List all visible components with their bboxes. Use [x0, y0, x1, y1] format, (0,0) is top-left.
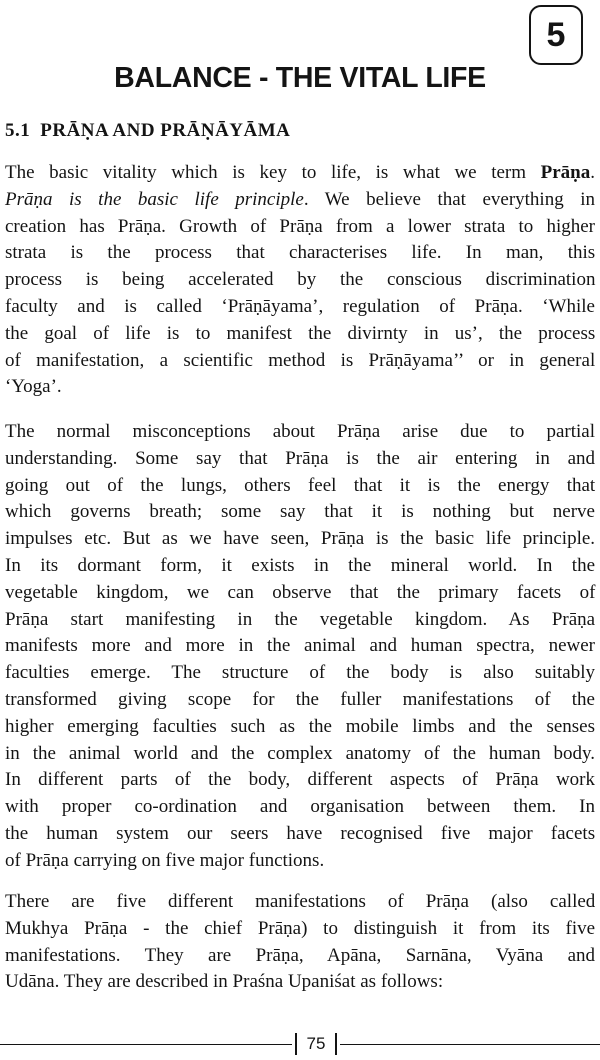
footer-rule-right	[340, 1044, 600, 1045]
paragraph-line: process is being accelerated by the conscious discrimination	[5, 269, 596, 291]
paragraph-line: which governs breath; some say that it is nothing but nerve	[5, 501, 595, 523]
paragraph-line: of manifestation, a scientific method is Prāṇāyama’’ or in general	[5, 349, 596, 371]
paragraph-line: impulses etc. But as we have seen, Prāṇa is the basic life principle.	[5, 528, 596, 550]
page-number: 75	[306, 1034, 326, 1053]
prana-term: Prāṇa	[540, 162, 591, 183]
paragraph-line: faculty and is called ‘Prāṇāyama’, regulation of Prāṇa. ‘While	[5, 295, 595, 317]
paragraph-line: the goal of life is to manifest the divirnty in us’, the process	[5, 322, 596, 344]
paragraph-2	[5, 419, 595, 875]
paragraph-line: ‘Yoga’.	[5, 376, 62, 398]
paragraph-line: manifests more and more in the animal and human spectra, newer	[5, 635, 595, 657]
paragraph-line: in the animal world and the complex anatomy of the human body.	[5, 742, 596, 764]
paragraph-1	[5, 160, 595, 401]
chapter-number-box	[529, 5, 583, 65]
chapter-number: 5	[546, 15, 566, 54]
paragraph-line: understanding. Some say that Prāṇa is the air entering in and	[5, 447, 595, 469]
paragraph-line: Udāna. They are described in Praśna Upaniśat as follows:	[5, 971, 444, 993]
paragraph-3	[5, 889, 595, 996]
paragraph-line: Prāṇa start manifesting in the vegetable kingdom. As Prāṇa	[5, 608, 596, 630]
paragraph-line: In its dormant form, it exists in the mineral world. In the	[5, 554, 596, 576]
paragraph-line: with proper co-ordination and organisation between them. In	[5, 796, 595, 818]
paragraph-line: creation has Prāṇa. Growth of Prāṇa from a lower strata to higher	[5, 215, 595, 237]
paragraph-line: the human system our seers have recognised five major facets	[5, 822, 596, 844]
paragraph-line: manifestations. They are Prāṇa, Apāna, Sarnāna, Vyāna and	[5, 944, 595, 966]
section-heading	[5, 120, 290, 142]
paragraph-line: vegetable kingdom, we can observe that the primary facets of	[5, 581, 596, 603]
paragraph-line: faculties emerge. The structure of the body is also suitably	[5, 662, 595, 684]
footer-rule-left	[0, 1044, 292, 1045]
paragraph-line: There are five different manifestations of Prāṇa (also called	[5, 891, 596, 912]
paragraph-line: strata is the process that characterises life. In man, this	[5, 242, 596, 264]
paragraph-line: higher emerging faculties such as the mobile limbs and the senses	[5, 715, 595, 737]
paragraph-line: transformed giving scope for the fuller manifestations of the	[5, 688, 595, 710]
paragraph-line: In different parts of the body, different aspects of Prāṇa work	[5, 769, 595, 791]
paragraph-line: Prāṇa is the basic life principle. We believe that everything in	[5, 188, 595, 210]
section-title: PRĀṆA AND PRĀṆĀYĀMA	[40, 120, 291, 141]
section-number: 5.1	[5, 120, 31, 141]
emphasis-text: Prāṇa is the basic life principle	[5, 188, 304, 210]
paragraph-line: of Prāṇa carrying on five major functions.	[5, 849, 325, 871]
paragraph-line: going out of the lungs, others feel that it is the energy that	[5, 474, 596, 496]
page-footer	[0, 1033, 600, 1055]
paragraph-line: Mukhya Prāṇa - the chief Prāṇa) to distinguish it from its five	[5, 917, 596, 939]
page-number-box	[295, 1033, 337, 1055]
chapter-title: BALANCE - THE VITAL LIFE	[114, 62, 486, 94]
paragraph-line: The basic vitality which is key to life, is what we term Prāṇa.	[5, 162, 595, 183]
paragraph-line: The normal misconceptions about Prāṇa arise due to partial	[5, 421, 595, 442]
